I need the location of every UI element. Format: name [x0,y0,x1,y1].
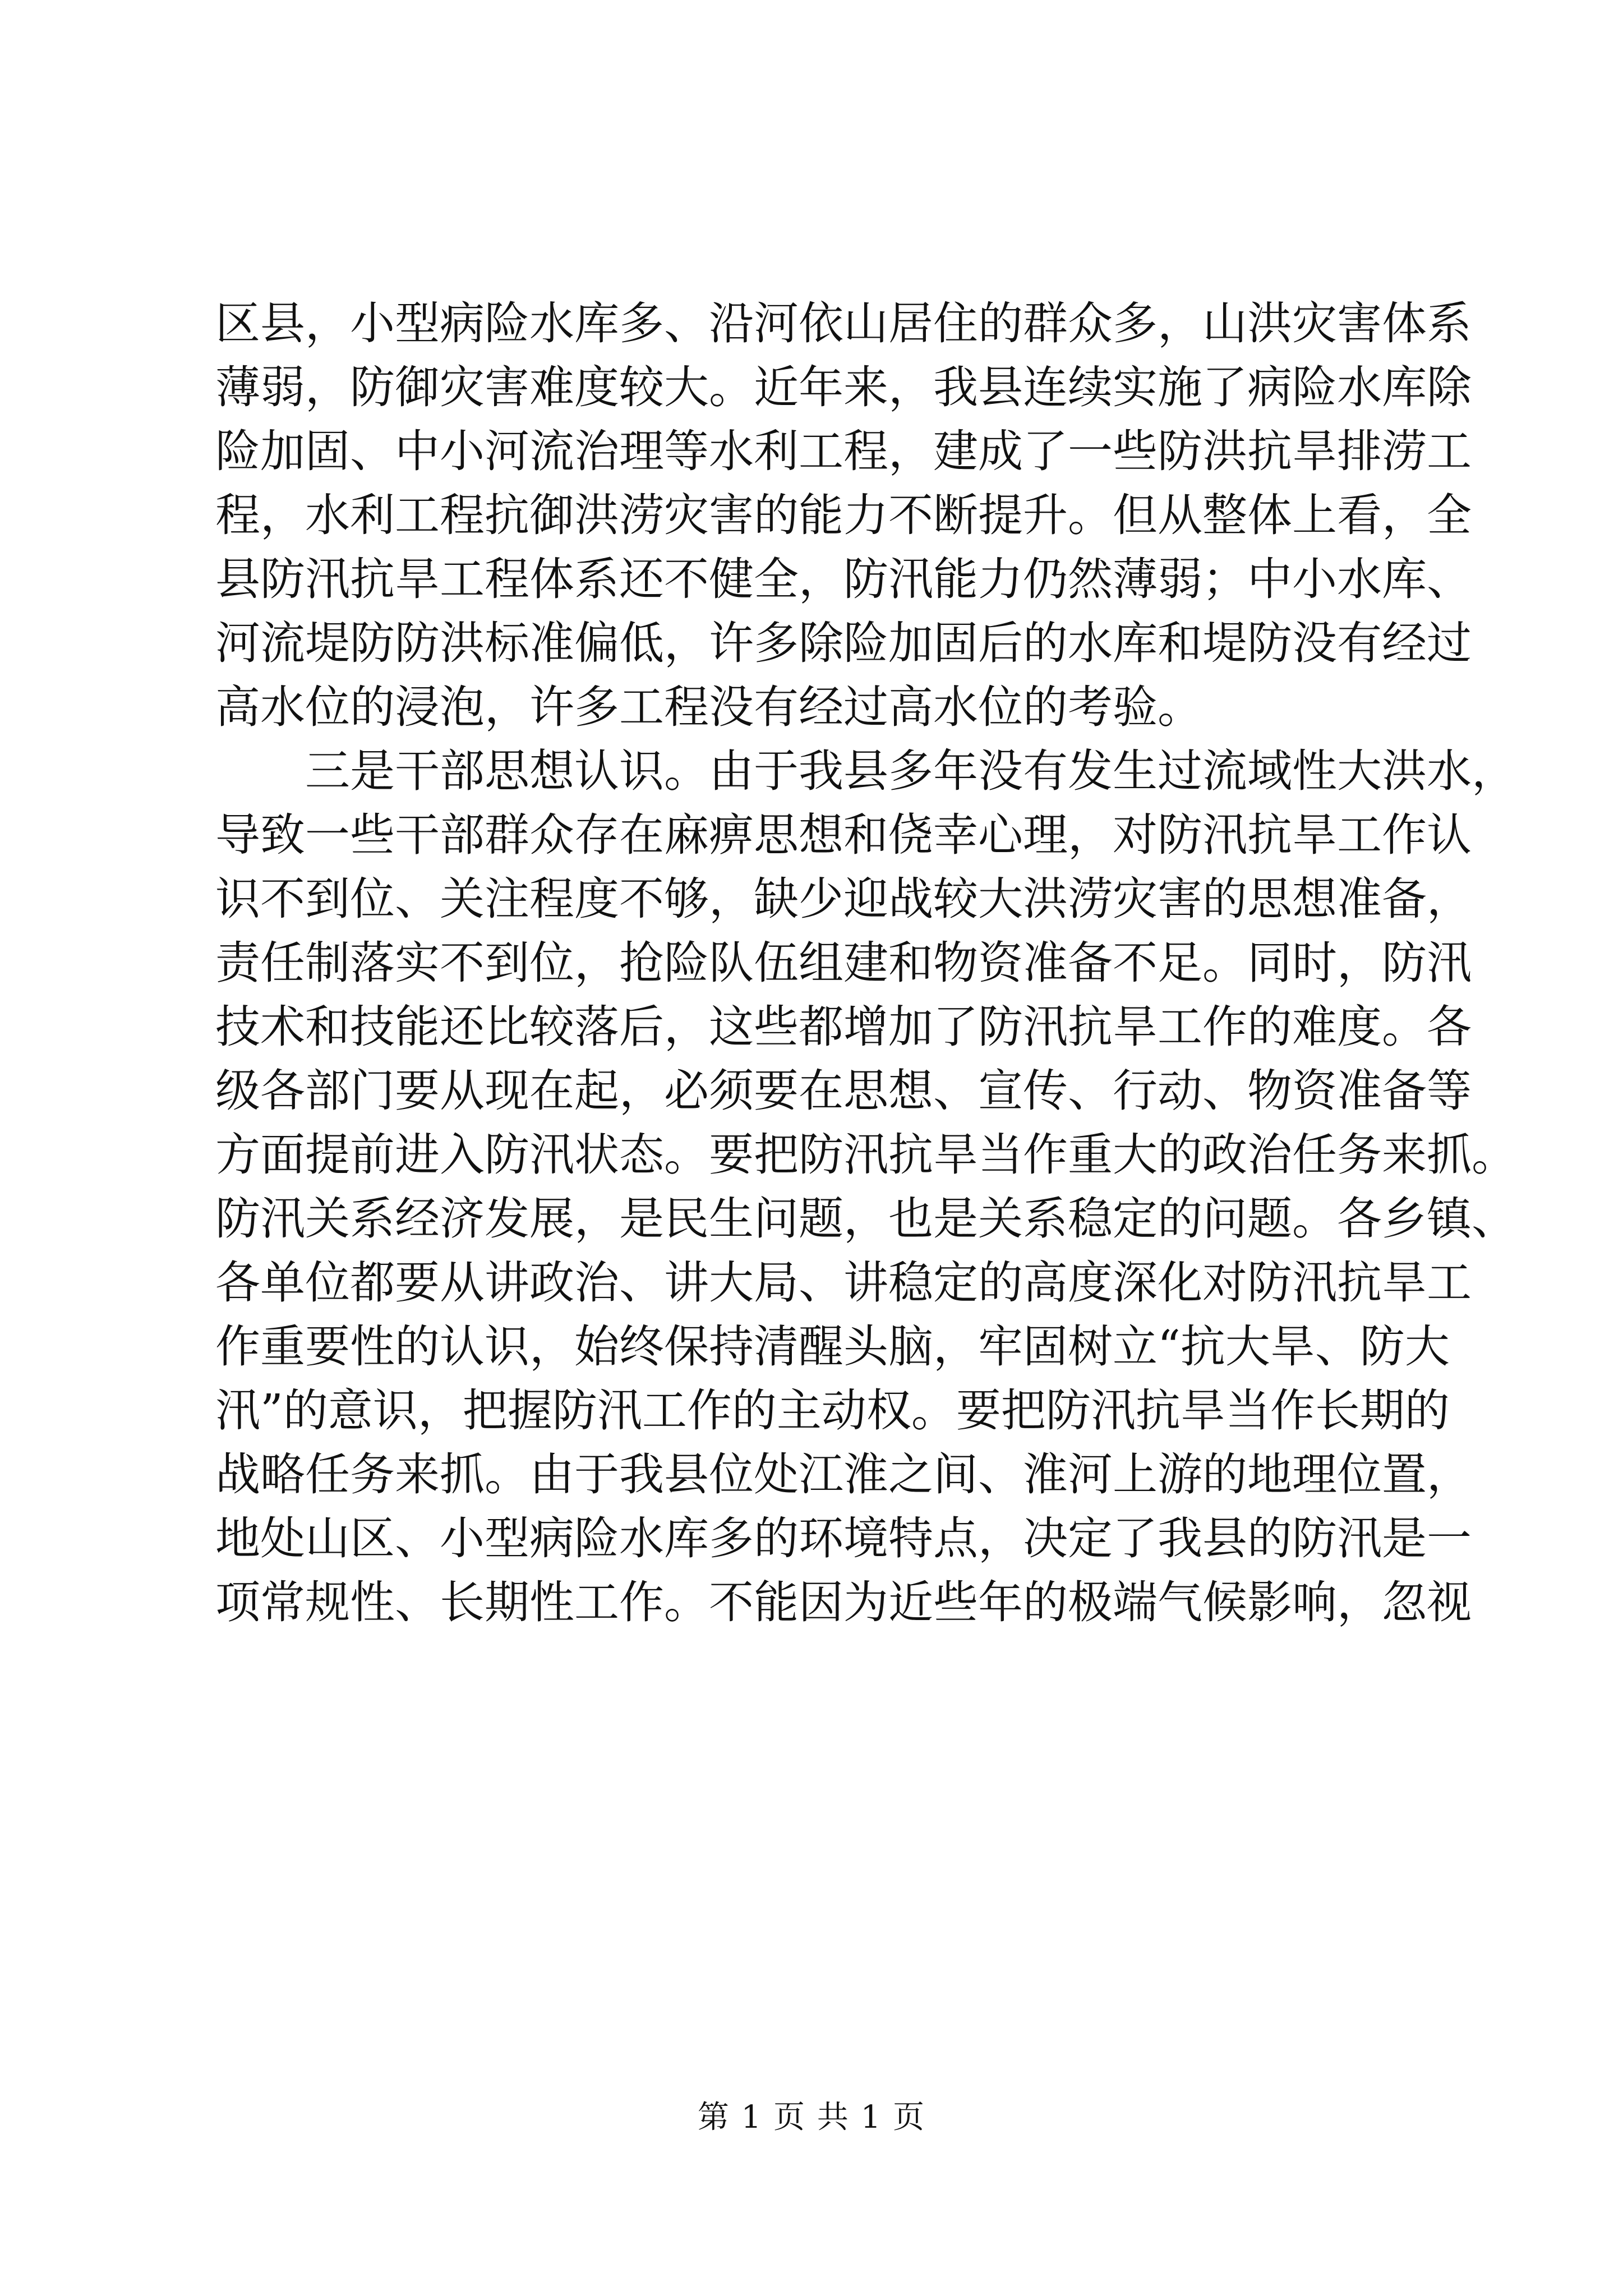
text-line: 作重要性的认识，始终保持清醒头脑，牢固树立“抗大旱、防大 [215,1320,1450,1373]
page-footer: 第 1 页 共 1 页 [697,2099,926,2136]
text-line: 责任制落实不到位，抢险队伍组建和物资准备不足。同时，防汛 [215,937,1472,989]
text-line: 区县，小型病险水库多、沿河依山居住的群众多，山洪灾害体系 [215,297,1472,349]
text-line: 防汛关系经济发展，是民生问题，也是关系稳定的问题。各乡镇、 [215,1193,1516,1245]
text-line: 地处山区、小型病险水库多的环境特点，决定了我县的防汛是一 [215,1512,1472,1565]
text-line: 方面提前进入防汛状态。要把防汛抗旱当作重大的政治任务来抓。 [215,1129,1516,1181]
text-line: 三是干部思想认识。由于我县多年没有发生过流域性大洪水， [305,745,1516,797]
text-line: 薄弱，防御灾害难度较大。近年来，我县连续实施了病险水库除 [215,361,1472,413]
text-line: 战略任务来抓。由于我县位处江淮之间、淮河上游的地理位置， [215,1448,1472,1501]
text-line: 汛”的意识，把握防汛工作的主动权。要把防汛抗旱当作长期的 [215,1384,1450,1437]
text-line: 险加固、中小河流治理等水利工程，建成了一些防洪抗旱排涝工 [215,425,1472,477]
text-line: 各单位都要从讲政治、讲大局、讲稳定的高度深化对防汛抗旱工 [215,1257,1472,1309]
text-line: 程，水利工程抗御洪涝灾害的能力不断提升。但从整体上看，全 [215,489,1472,541]
document-body [215,292,1516,1635]
paragraph-2 [215,739,1516,1635]
text-line: 级各部门要从现在起，必须要在思想、宣传、行动、物资准备等 [215,1065,1472,1117]
text-line: 高水位的浸泡，许多工程没有经过高水位的考验。 [215,681,1202,733]
text-line: 县防汛抗旱工程体系还不健全，防汛能力仍然薄弱；中小水库、 [215,553,1472,605]
text-line: 项常规性、长期性工作。不能因为近些年的极端气候影响，忽视 [215,1576,1472,1628]
text-line: 技术和技能还比较落后，这些都增加了防汛抗旱工作的难度。各 [215,1001,1472,1053]
text-line: 河流堤防防洪标准偏低，许多除险加固后的水库和堤防没有经过 [215,617,1472,669]
paragraph-1 [215,292,1472,739]
text-line: 导致一些干部群众存在麻痹思想和侥幸心理，对防汛抗旱工作认 [215,809,1472,861]
text-line: 识不到位、关注程度不够，缺少迎战较大洪涝灾害的思想准备， [215,873,1472,925]
